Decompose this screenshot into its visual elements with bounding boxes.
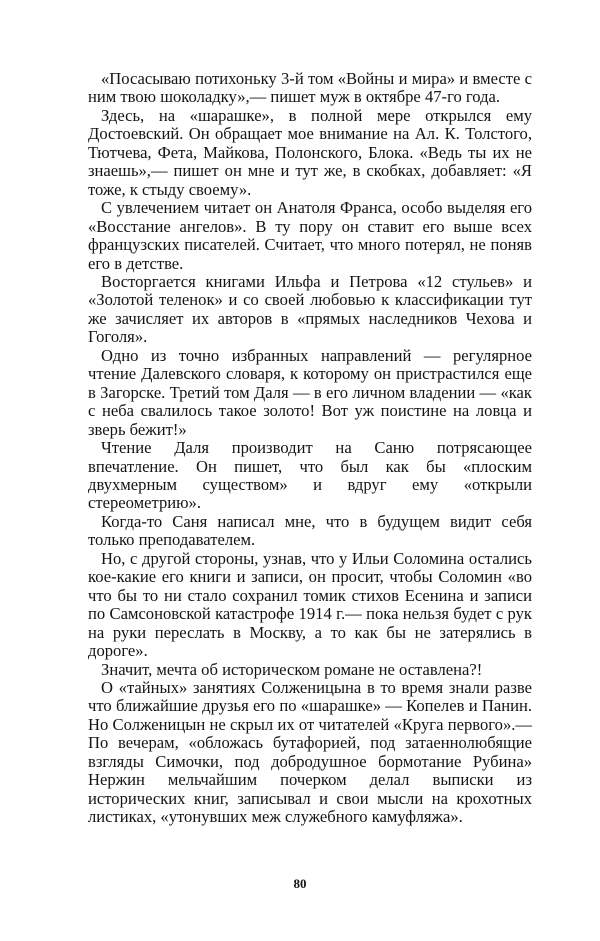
page-number: 80 [293, 876, 307, 891]
paragraph-7: Когда-то Саня написал мне, что в будущем видит себя только преподавателем. [88, 511, 532, 550]
paragraph-6: Чтение Даля производит на Саню потрясающее впечатление. Он пишет, что был как бы «плоским двухмерным существом» и вдруг ему «открыли стереометрию». [88, 438, 532, 513]
page-text-block [88, 70, 532, 827]
paragraph-4: Восторгается книгами Ильфа и Петрова «12 стульев» и «Золотой теленок» и со своей любовью к классификации тут же зачисляет их авторов в «прямых наследников Чехова и Гоголя». [88, 271, 532, 347]
paragraph-1: «Посасываю потихоньку 3-й том «Войны и мира» и вместе с ним твою шоколадку»,— пишет муж в октябре 47-го года. [88, 69, 532, 107]
paragraph-2: Здесь, на «шарашке», в полной мере открылся ему Достоевский. Он обращает мое внимание на Ал. К. Толстого, Тютчева, Фета, Майкова, Полонского, Блока. «Ведь ты их не знаешь»,— пишет он мне и тут же, в скобках, добавляет: «Я тоже, к стыду своему». [88, 105, 532, 199]
paragraph-9: Значит, мечта об историческом романе не оставлена?! [101, 659, 483, 679]
paragraph-8: Но, с другой стороны, узнав, что у Ильи Соломина остались кое-какие его книги и записи, он просит, чтобы Соломин «во что бы то ни стало сохранил томик стихов Есенина и записи по Самсоновской катастрофе 1914 г.— пока нельзя будет с рук на руки переслать в Москву, а то как бы не затерялись в дороге». [88, 548, 532, 661]
paragraph-10: О «тайных» занятиях Солженицына в то время знали разве что ближайшие друзья его по «шарашке» — Копелев и Панин. Но Солженицын не скрыл их от читателей «Круга первого».— По вечерам, «обложась бутафорией, под затаеннолюбящие взгляды Симочки, под добродушное бормотание Рубина» Нержин мельчайшим почерком делал выписки из исторических книг, записывал и свои мысли на крохотных листиках, «утонувших меж служебного камуфляжа». [88, 677, 532, 827]
paragraph-3: С увлечением читает он Анатоля Франса, особо выделяя его «Восстание ангелов». В ту пору он ставит его выше всех французских писателей. Считает, что много потерял, не поняв его в детстве. [88, 198, 532, 273]
paragraph-5: Одно из точно избранных направлений — регулярное чтение Далевского словаря, к которому он пристрастился еще в Загорске. Третий том Даля — в его личном владении — «как с неба свалилось такое золото! Вот уж поистине на ловца и зверь бежит!» [88, 345, 532, 439]
